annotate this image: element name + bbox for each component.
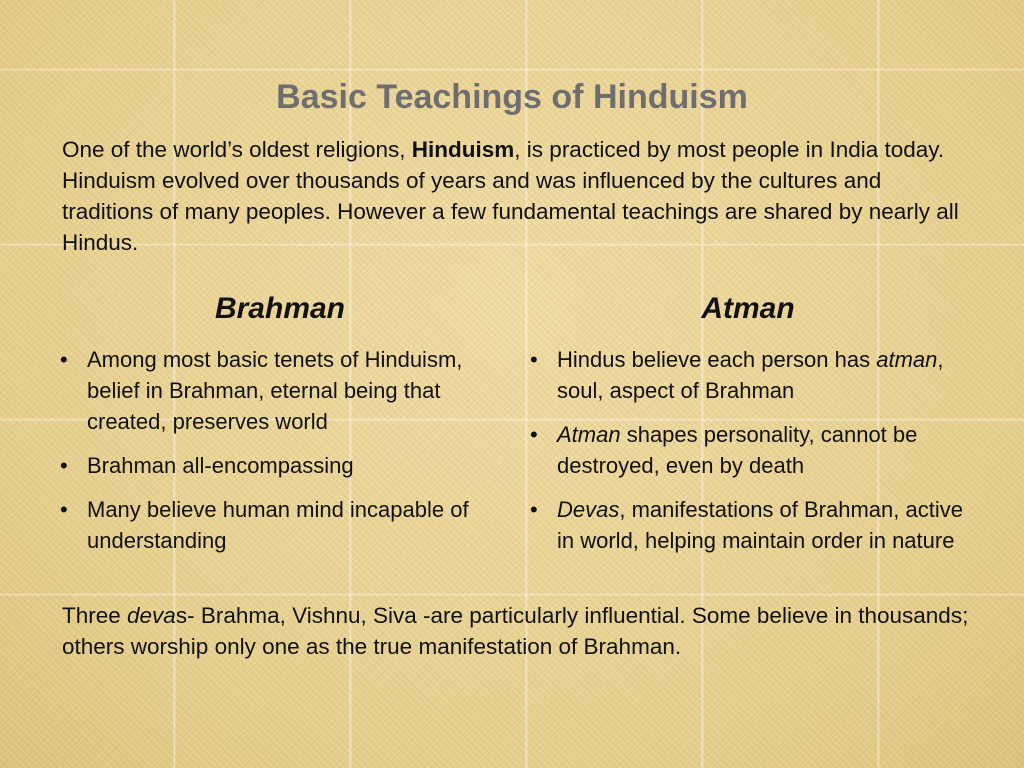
bullet-icon: • (60, 347, 68, 372)
bullet-text-post: , soul, aspect of Brahman (557, 347, 944, 403)
bullet-text: Among most basic tenets of Hinduism, belief in Brahman, eternal being that created, preserves world (87, 347, 463, 434)
bullet-icon: • (530, 347, 538, 372)
bullet-text-post: shapes personality, cannot be destroyed, even by death (557, 422, 918, 478)
atman-heading: Atman (701, 292, 795, 325)
closing-paragraph (62, 600, 982, 662)
list-item (60, 450, 480, 481)
list-item (530, 494, 970, 556)
atman-bullet-list (530, 344, 970, 569)
brahman-heading: Brahman (214, 292, 346, 325)
closing-text-italic: deva (127, 603, 176, 628)
bullet-text-italic: Atman (557, 422, 621, 447)
bullet-text-italic: Devas (557, 497, 620, 522)
closing-text-post: s- Brahma, Vishnu, Siva -are particularly influential. Some believe in thousands; others worship only one as the true manifestation of Brahman. (62, 603, 969, 659)
list-item (60, 344, 480, 437)
intro-paragraph (62, 134, 962, 258)
closing-text-pre: Three (62, 603, 128, 628)
list-item (530, 419, 970, 481)
list-item (530, 344, 970, 406)
list-item (60, 494, 480, 556)
bullet-icon: • (530, 497, 538, 522)
bullet-icon: • (60, 453, 68, 478)
bullet-text-pre: Hindus believe each person has (557, 347, 877, 372)
intro-text-1: One of the world’s oldest religions, (62, 137, 412, 162)
bullet-text-italic: atman (876, 347, 938, 372)
bullet-text: Many believe human mind incapable of understanding (87, 497, 469, 553)
bullet-text-post: , manifestations of Brahman, active in world, helping maintain order in nature (557, 497, 963, 553)
bullet-icon: • (60, 497, 68, 522)
bullet-icon: • (530, 422, 538, 447)
slide-title: Basic Teachings of Hinduism (276, 78, 748, 116)
intro-bold-term: Hinduism (411, 137, 515, 162)
bullet-text: Brahman all-encompassing (87, 453, 354, 478)
brahman-bullet-list (60, 344, 480, 569)
intro-text-2: , is practiced by most people in India today. Hinduism evolved over thousands of years and was influenced by the cultures and traditions of many peoples. However a few fundamental teachings are shared by nearly all Hindus. (62, 137, 959, 255)
